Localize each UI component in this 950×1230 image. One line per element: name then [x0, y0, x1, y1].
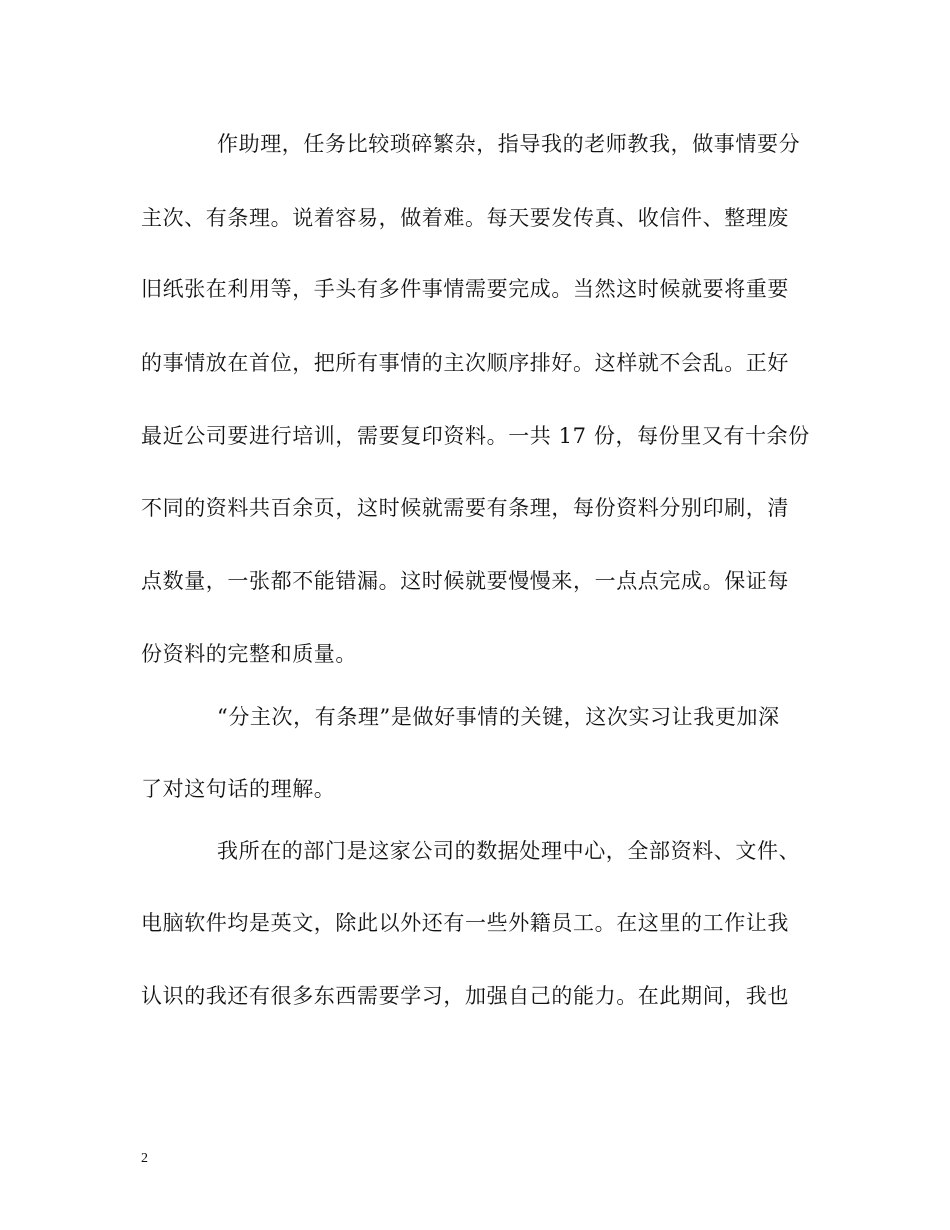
text-line-7: 点数量，一张都不能错漏。这时候就要慢慢来，一点点完成。保证每: [141, 569, 789, 593]
text-line-4: 的事情放在首位，把所有事情的主次顺序排好。这样就不会乱。正好: [141, 351, 789, 375]
text-line-13: 认识的我还有很多东西需要学习，加强自己的能力。在此期间，我也: [141, 984, 789, 1008]
text-line-6: 不同的资料共百余页，这时候就需要有条理，每份资料分别印刷，清: [141, 496, 789, 520]
text-line-2: 主次、有条理。说着容易，做着难。每天要发传真、收信件、整理废: [141, 206, 789, 230]
text-line-10: 了对这句话的理解。: [141, 777, 336, 801]
text-line-1: 作助理，任务比较琐碎繁杂，指导我的老师教我，做事情要分: [217, 132, 801, 156]
text-line-8: 份资料的完整和质量。: [141, 642, 357, 666]
text-line-9: “分主次，有条理”是做好事情的关键，这次实习让我更加深: [217, 705, 780, 729]
page-number: 2: [141, 1151, 148, 1166]
text-line-12: 电脑软件均是英文，除此以外还有一些外籍员工。在这里的工作让我: [141, 911, 789, 935]
text-line-5: 最近公司要进行培训，需要复印资料。一共 17 份，每份里又有十余份: [141, 424, 810, 448]
text-line-11: 我所在的部门是这家公司的数据处理中心，全部资料、文件、: [217, 839, 801, 863]
text-line-3: 旧纸张在利用等，手头有多件事情需要完成。当然这时候就要将重要: [141, 277, 789, 301]
